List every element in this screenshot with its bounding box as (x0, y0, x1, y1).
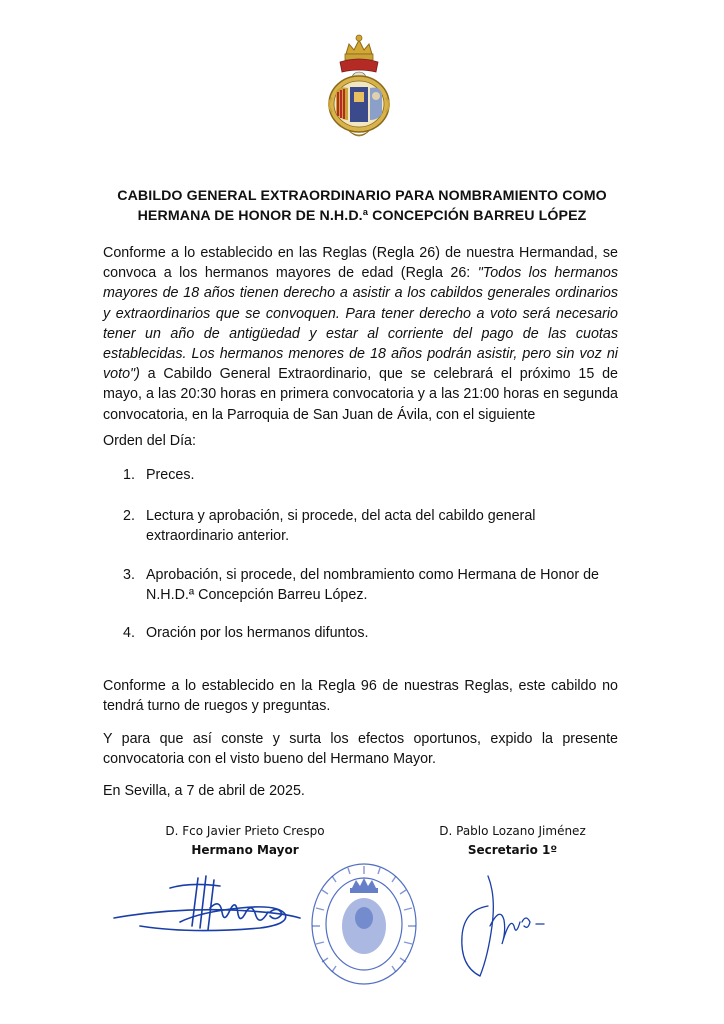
signatory-name-secretario: D. Pablo Lozano Jiménez (439, 824, 586, 838)
secretario-signature (440, 866, 560, 986)
agenda-item-text: Aprobación, si procede, del nombramiento como Hermana de Honor de N.H.D.ª Concepción Barreu López. (146, 567, 599, 604)
intro-text-1: Conforme a lo establecido en las Reglas (Regla 26) de nuestra Hermandad, se convoca a los hermanos mayores de edad (Regla 26: (103, 245, 618, 282)
title-line-1: CABILDO GENERAL EXTRAORDINARIO PARA NOMBRAMIENTO COMO (117, 188, 607, 204)
signatory-name-hermano-mayor: D. Fco Javier Prieto Crespo (165, 824, 325, 838)
agenda-item-number: 4. (123, 625, 135, 641)
rule-96-paragraph: Conforme a lo establecido en la Regla 96 de nuestras Reglas, este cabildo no tendrá turno de ruegos y preguntas. (103, 678, 618, 715)
signatory-role-secretario: Secretario 1º (467, 843, 558, 857)
document-title (80, 186, 644, 226)
agenda-item-number: 1. (123, 467, 135, 483)
title-line-2: HERMANA DE HONOR DE N.H.D.ª CONCEPCIÓN BARREU LÓPEZ (137, 208, 587, 224)
agenda-item-number: 3. (123, 567, 135, 583)
place-date: En Sevilla, a 7 de abril de 2025. (103, 783, 305, 799)
agenda-heading: Orden del Día: (103, 433, 196, 449)
signatory-role-hermano-mayor: Hermano Mayor (191, 843, 299, 857)
brotherhood-crest-icon (318, 32, 400, 144)
convocation-paragraph (103, 243, 618, 425)
agenda-item-number: 2. (123, 508, 135, 524)
rule-26-quote: "Todos los hermanos mayores de 18 años tienen derecho a asistir a los cabildos generales ordinarios y extraordinarios que se convoquen. Para tener derecho a voto será necesario tener un año de antigüedad y estar al corriente del pago de las cuotas establecidas. Los hermanos menores de 18 años podrán asistir, pero sin voz ni voto") (103, 265, 618, 383)
certification-paragraph: Y para que así conste y surta los efectos oportunos, expido la presente convocatoria con el visto bueno del Hermano Mayor. (103, 731, 618, 768)
intro-text-2: a Cabildo General Extraordinario, que se celebrará el próximo 15 de mayo, a las 20:30 horas en primera convocatoria y a las 21:00 horas en segunda convocatoria, en la Parroquia de San Juan de Ávila, con el siguiente (103, 366, 618, 423)
agenda-item-text: Preces. (146, 467, 195, 483)
brotherhood-seal-icon (308, 858, 420, 988)
hermano-mayor-signature (110, 868, 310, 948)
agenda-item-text: Oración por los hermanos difuntos. (146, 625, 369, 641)
agenda-item-text: Lectura y aprobación, si procede, del acta del cabildo general extraordinario anterior. (146, 508, 536, 545)
